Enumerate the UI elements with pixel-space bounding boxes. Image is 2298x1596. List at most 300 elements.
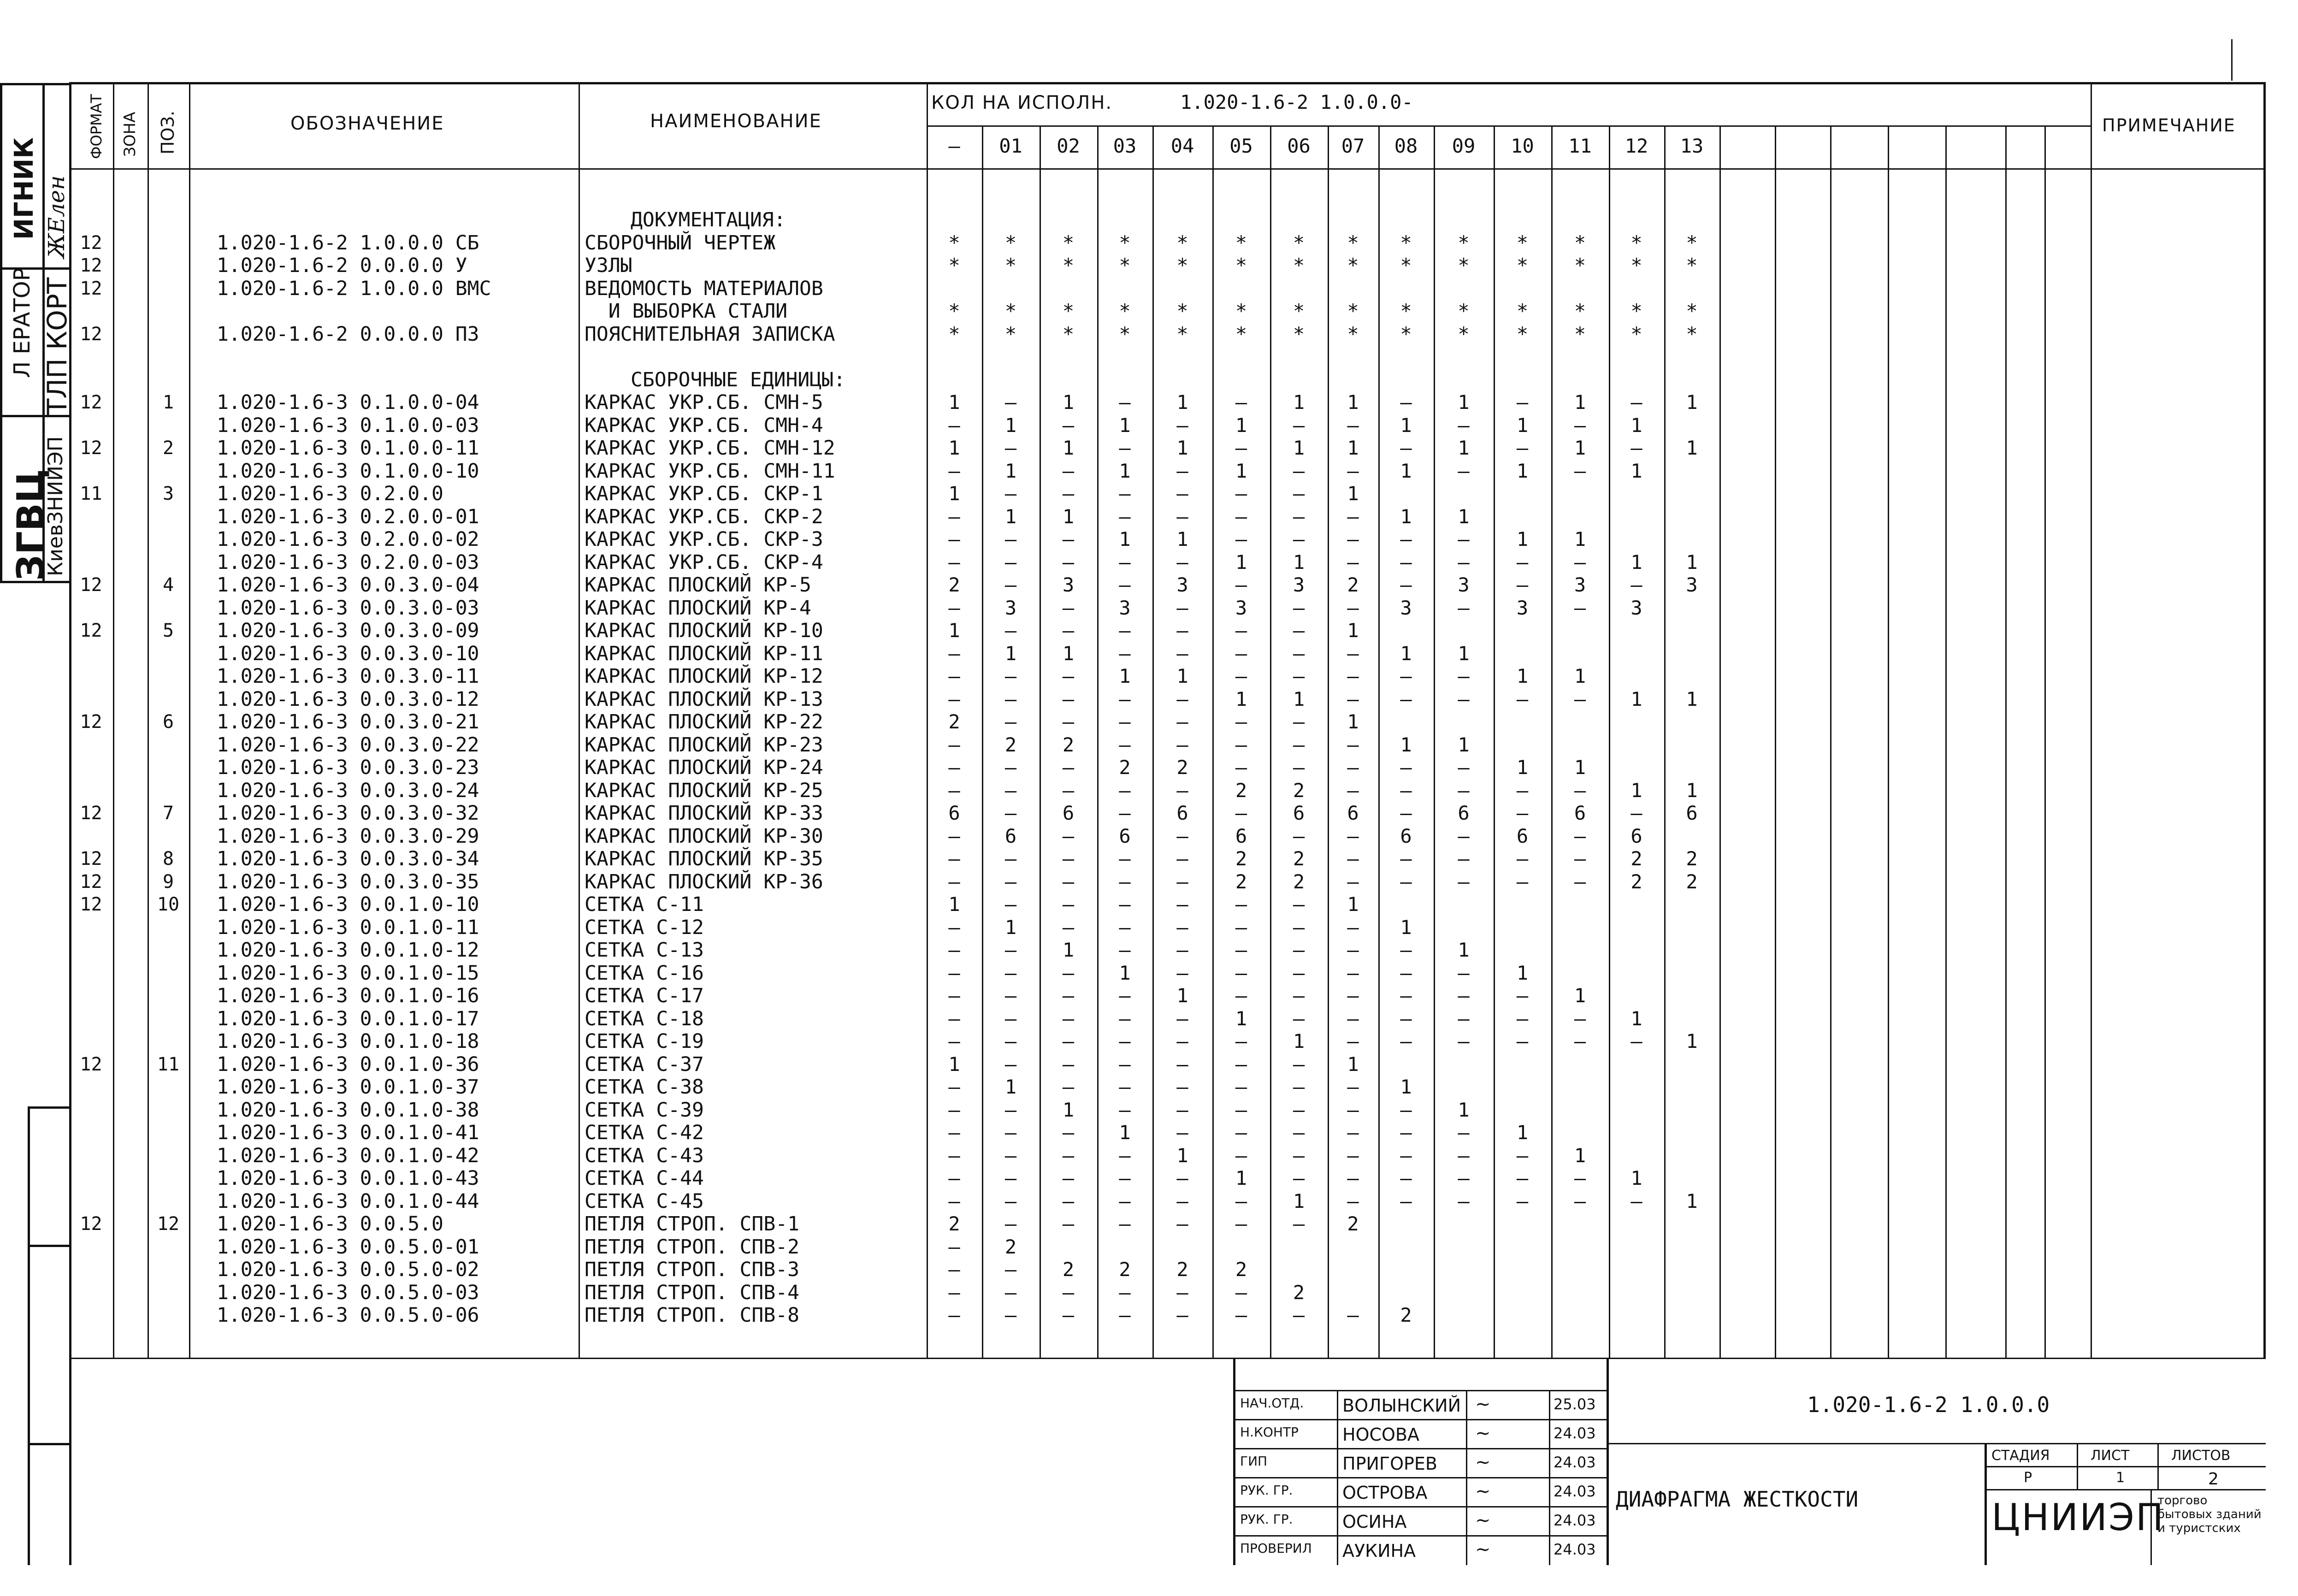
row-qty: 2 [1235, 847, 1247, 870]
row-qty: – [1400, 437, 1412, 459]
row-qty: 6 [948, 802, 960, 824]
tb-line [1985, 1443, 1987, 1565]
row-qty: – [1400, 847, 1412, 870]
row-qty: – [1119, 1052, 1131, 1076]
row-qty: – [948, 1189, 960, 1212]
row-designation: 1.020-1.6-3 0.0.1.0-12 [217, 939, 479, 962]
row-qty: – [1516, 573, 1529, 596]
row-qty: – [1400, 1121, 1412, 1144]
row-qty: – [1347, 961, 1359, 984]
row-qty: 1 [1347, 1052, 1359, 1076]
row-qty: 6 [1574, 802, 1586, 824]
row-qty: – [1176, 1167, 1188, 1189]
qty-col-line [2005, 168, 2007, 1358]
row-qty: – [1293, 1098, 1305, 1121]
binding-mark [28, 1443, 69, 1445]
row-qty: 1 [1400, 642, 1412, 665]
row-qty: – [1062, 550, 1075, 573]
row-qty: – [1458, 596, 1470, 619]
signature-mark: ~ [1475, 1510, 1491, 1531]
row-qty: – [1062, 756, 1075, 779]
row-qty: – [1458, 459, 1470, 482]
stamp-cadastre: ТЛП КОРТ [41, 277, 73, 415]
row-name: КАРКАС УКР.СБ. СМН-5 [585, 391, 823, 414]
row-designation: 1.020-1.6-3 0.0.3.0-04 [217, 573, 479, 597]
row-qty: 1 [1516, 665, 1529, 687]
row-qty: 2 [1235, 1258, 1247, 1281]
row-qty: – [1400, 391, 1412, 414]
row-qty: * [1176, 231, 1188, 254]
row-qty: * [1004, 322, 1017, 345]
header-format: ФОРМАТ [88, 94, 105, 159]
signer-date: 24.03 [1554, 1425, 1596, 1442]
version-header: 04 [1170, 135, 1194, 157]
signer-line [1233, 1390, 1607, 1391]
version-header: 09 [1452, 135, 1476, 157]
row-qty: – [1458, 687, 1470, 710]
row-qty: – [1458, 665, 1470, 687]
row-qty: 3 [1293, 573, 1305, 596]
row-qty: 3 [1062, 573, 1075, 596]
row-qty: – [1062, 687, 1075, 710]
row-qty: – [1458, 1167, 1470, 1189]
row-qty: – [1235, 437, 1247, 459]
row-designation: 1.020-1.6-2 0.0.0.0 У [217, 254, 467, 277]
row-format: 12 [80, 392, 102, 413]
row-qty: – [1400, 984, 1412, 1007]
row-qty: – [1347, 939, 1359, 961]
row-qty: – [948, 1121, 960, 1144]
row-designation: 1.020-1.6-3 0.0.1.0-15 [217, 961, 479, 985]
version-header: 10 [1511, 135, 1534, 157]
row-qty: 2 [1293, 847, 1305, 870]
row-qty: – [1062, 596, 1075, 619]
row-qty: – [1004, 550, 1017, 573]
row-name: КАРКАС УКР.СБ. СКР-4 [585, 550, 823, 574]
row-name: ПЕТЛЯ СТРОП. СПВ-1 [585, 1212, 799, 1235]
row-qty: – [1574, 1167, 1586, 1189]
signer-line [1233, 1448, 1607, 1449]
row-format: 12 [80, 255, 102, 276]
stamp-inventory: ИГНИК [9, 137, 39, 240]
row-qty: 1 [1347, 893, 1359, 916]
row-qty: – [1062, 619, 1075, 642]
tb-stage: Р [2024, 1470, 2032, 1486]
row-qty: – [1119, 437, 1131, 459]
row-qty: – [1235, 1212, 1247, 1235]
signer-role: ПРОВЕРИЛ [1240, 1541, 1312, 1556]
row-qty: – [1004, 870, 1017, 893]
row-qty: – [1347, 779, 1359, 802]
row-qty: – [1293, 1007, 1305, 1030]
header-name: НАИМЕНОВАНИЕ [650, 111, 822, 132]
row-qty: * [1574, 322, 1586, 345]
row-qty: – [1574, 1007, 1586, 1030]
row-qty: 1 [1516, 961, 1529, 984]
row-qty: – [1235, 961, 1247, 984]
stamp-mark: ЗГВЦ [9, 468, 52, 581]
row-qty: * [1062, 300, 1075, 322]
row-designation: 1.020-1.6-3 0.2.0.0-01 [217, 505, 479, 528]
row-qty: – [1458, 984, 1470, 1007]
version-header: – [948, 135, 960, 157]
row-qty: 1 [1235, 550, 1247, 573]
row-qty: – [1235, 756, 1247, 779]
row-qty: 1 [1630, 414, 1642, 437]
signature-mark: ~ [1475, 1423, 1491, 1444]
row-position: 9 [162, 871, 174, 893]
row-qty: – [1293, 1304, 1305, 1326]
row-qty: 1 [1176, 528, 1188, 550]
row-qty: – [948, 756, 960, 779]
row-format: 12 [80, 620, 102, 641]
row-qty: – [1400, 802, 1412, 824]
row-qty: * [1176, 322, 1188, 345]
signer-role: НАЧ.ОТД. [1240, 1395, 1304, 1411]
row-qty: – [1293, 939, 1305, 961]
row-designation: 1.020-1.6-3 0.0.3.0-35 [217, 870, 479, 893]
row-qty: 1 [1119, 414, 1131, 437]
row-qty: 2 [1062, 733, 1075, 756]
row-qty: – [1062, 1304, 1075, 1326]
row-qty: – [948, 642, 960, 665]
row-qty: – [1574, 596, 1586, 619]
row-qty: 6 [1119, 824, 1131, 847]
row-qty: – [1400, 779, 1412, 802]
row-qty: – [1458, 847, 1470, 870]
row-qty: * [1574, 231, 1586, 254]
row-qty: – [1516, 870, 1529, 893]
row-qty: – [1176, 733, 1188, 756]
row-qty: 2 [1119, 756, 1131, 779]
row-qty: – [1293, 665, 1305, 687]
row-qty: – [1062, 1167, 1075, 1189]
row-name: СЕТКА С-38 [585, 1076, 704, 1099]
row-qty: 1 [1119, 528, 1131, 550]
row-qty: – [1293, 824, 1305, 847]
row-qty: – [948, 1076, 960, 1098]
row-qty: – [1516, 1144, 1529, 1167]
row-name: КАРКАС ПЛОСКИЙ КР-35 [585, 847, 823, 870]
row-qty: – [1235, 733, 1247, 756]
row-qty: 1 [1347, 710, 1359, 733]
row-qty: – [1293, 459, 1305, 482]
col-line [2091, 82, 2092, 1359]
row-qty: 1 [1176, 665, 1188, 687]
row-qty: – [1176, 1052, 1188, 1076]
row-qty: 1 [1458, 505, 1470, 528]
row-qty: – [1119, 573, 1131, 596]
row-designation: 1.020-1.6-3 0.0.3.0-23 [217, 756, 479, 779]
row-qty: – [1004, 802, 1017, 824]
row-qty: – [1119, 1098, 1131, 1121]
row-qty: * [1062, 231, 1075, 254]
row-qty: 1 [1686, 779, 1698, 802]
row-qty: – [1062, 1189, 1075, 1212]
row-qty: 1 [1400, 459, 1412, 482]
qty-col-line [2005, 125, 2007, 169]
row-name: КАРКАС ПЛОСКИЙ КР-36 [585, 870, 823, 893]
row-qty: – [1176, 870, 1188, 893]
row-qty: – [1516, 1007, 1529, 1030]
row-qty: * [1062, 322, 1075, 345]
row-designation: 1.020-1.6-3 0.0.1.0-11 [217, 916, 479, 939]
row-name: СБОРОЧНЫЙ ЧЕРТЕЖ [585, 231, 776, 254]
row-format: 12 [80, 1213, 102, 1235]
row-qty: – [1516, 1030, 1529, 1052]
row-qty: – [948, 870, 960, 893]
signer-name: ОСИНА [1342, 1512, 1407, 1532]
row-qty: – [1235, 710, 1247, 733]
row-qty: * [1516, 231, 1529, 254]
row-format: 12 [80, 711, 102, 733]
row-qty: * [1119, 300, 1131, 322]
version-header: 13 [1680, 135, 1704, 157]
table-top-border [69, 82, 2266, 84]
row-qty: 1 [1176, 1144, 1188, 1167]
signature-mark: ~ [1475, 1539, 1491, 1560]
row-qty: – [1119, 916, 1131, 939]
row-qty: – [1119, 1281, 1131, 1304]
signer-role: РУК. ГР. [1240, 1512, 1293, 1527]
row-qty: * [1630, 231, 1642, 254]
row-qty: 6 [1516, 824, 1529, 847]
tb-line [1985, 1466, 2266, 1467]
row-designation: 1.020-1.6-3 0.0.3.0-22 [217, 733, 479, 757]
row-qty: – [1293, 596, 1305, 619]
row-qty: – [948, 1167, 960, 1189]
row-qty: 1 [1293, 687, 1305, 710]
row-qty: 2 [1235, 870, 1247, 893]
row-qty: 1 [1686, 550, 1698, 573]
header-qty-title: КОЛ НА ИСПОЛН. [931, 92, 1113, 113]
row-qty: 1 [1004, 642, 1017, 665]
row-qty: – [1574, 847, 1586, 870]
row-name: КАРКАС ПЛОСКИЙ КР-12 [585, 665, 823, 688]
row-qty: * [1458, 231, 1470, 254]
row-qty: 2 [1004, 1235, 1017, 1258]
row-qty: – [948, 847, 960, 870]
row-qty: 1 [1400, 916, 1412, 939]
row-qty: – [948, 550, 960, 573]
row-qty: – [1119, 802, 1131, 824]
row-qty: – [1293, 710, 1305, 733]
row-qty: – [1458, 1121, 1470, 1144]
row-qty: – [1347, 665, 1359, 687]
row-qty: 1 [1400, 414, 1412, 437]
signer-line [1233, 1477, 1607, 1478]
tb-sheets: 2 [2208, 1470, 2219, 1489]
row-qty: – [1574, 414, 1586, 437]
row-qty: 2 [1176, 1258, 1188, 1281]
row-designation: 1.020-1.6-3 0.1.0.0-03 [217, 414, 479, 437]
row-qty: * [1630, 300, 1642, 322]
header-note: ПРИМЕЧАНИЕ [2102, 115, 2236, 136]
row-qty: 3 [1458, 573, 1470, 596]
row-qty: – [1235, 1304, 1247, 1326]
row-qty: – [1176, 687, 1188, 710]
row-qty: – [1630, 391, 1642, 414]
row-designation: 1.020-1.6-3 0.0.1.0-42 [217, 1144, 479, 1167]
header-bottom-border [69, 168, 2266, 170]
row-qty: – [1062, 1281, 1075, 1304]
row-qty: – [1004, 687, 1017, 710]
row-qty: – [1458, 1189, 1470, 1212]
col-line [579, 82, 580, 1359]
row-qty: – [1176, 619, 1188, 642]
row-designation: 1.020-1.6-3 0.0.3.0-21 [217, 710, 479, 733]
row-qty: – [1630, 802, 1642, 824]
row-qty: – [1516, 1189, 1529, 1212]
row-qty: 6 [1686, 802, 1698, 824]
row-qty: – [1235, 916, 1247, 939]
row-qty: 1 [1119, 459, 1131, 482]
row-qty: 1 [1293, 550, 1305, 573]
row-designation: 1.020-1.6-3 0.0.1.0-16 [217, 984, 479, 1007]
row-qty: 1 [1516, 528, 1529, 550]
tb-sheet: 1 [2116, 1470, 2125, 1486]
row-qty: – [948, 1235, 960, 1258]
row-qty: – [1293, 961, 1305, 984]
row-qty: 3 [1119, 596, 1131, 619]
row-qty: – [948, 961, 960, 984]
row-qty: – [1574, 687, 1586, 710]
row-qty: – [1004, 528, 1017, 550]
row-qty: – [1235, 391, 1247, 414]
row-designation: 1.020-1.6-3 0.1.0.0-10 [217, 459, 479, 483]
row-name: КАРКАС ПЛОСКИЙ КР-4 [585, 596, 811, 620]
table-right-border [2263, 82, 2266, 1359]
row-qty: – [1347, 687, 1359, 710]
row-name: СЕТКА С-17 [585, 984, 704, 1007]
row-qty: – [1176, 1098, 1188, 1121]
row-qty: – [1119, 1212, 1131, 1235]
row-qty: – [1004, 1052, 1017, 1076]
row-qty: – [1347, 733, 1359, 756]
row-name: СЕТКА С-16 [585, 961, 704, 985]
row-qty: – [1004, 1189, 1017, 1212]
row-qty: * [1347, 300, 1359, 322]
row-qty: – [948, 1304, 960, 1326]
row-qty: – [1235, 1144, 1247, 1167]
signer-role: ГИП [1240, 1454, 1268, 1469]
row-qty: – [1235, 619, 1247, 642]
row-qty: 3 [1004, 596, 1017, 619]
row-qty: 1 [1347, 437, 1359, 459]
row-qty: – [1400, 870, 1412, 893]
row-qty: – [1062, 916, 1075, 939]
row-qty: – [1347, 1144, 1359, 1167]
row-qty: – [1062, 847, 1075, 870]
row-designation: 1.020-1.6-3 0.0.5.0-06 [217, 1304, 479, 1327]
row-qty: – [1235, 802, 1247, 824]
row-name: КАРКАС УКР.СБ. СМН-12 [585, 437, 835, 460]
row-qty: – [1062, 459, 1075, 482]
row-qty: – [1176, 824, 1188, 847]
row-qty: * [1293, 322, 1305, 345]
row-qty: – [1176, 893, 1188, 916]
row-qty: – [1516, 984, 1529, 1007]
row-qty: 2 [1630, 870, 1642, 893]
row-qty: – [1516, 779, 1529, 802]
row-qty: – [948, 414, 960, 437]
row-qty: * [1235, 322, 1247, 345]
row-qty: – [1062, 1052, 1075, 1076]
row-qty: – [1347, 1304, 1359, 1326]
row-qty: – [1235, 528, 1247, 550]
signer-date: 24.03 [1554, 1512, 1596, 1529]
row-qty: – [1400, 756, 1412, 779]
row-qty: * [1574, 300, 1586, 322]
row-name: УЗЛЫ [585, 254, 632, 277]
row-name: КАРКАС ПЛОСКИЙ КР-24 [585, 756, 823, 779]
row-name: КАРКАС УКР.СБ. СМН-4 [585, 414, 823, 437]
row-qty: – [1004, 1007, 1017, 1030]
row-qty: – [1400, 550, 1412, 573]
row-qty: – [1458, 961, 1470, 984]
row-designation: 1.020-1.6-3 0.0.1.0-18 [217, 1030, 479, 1053]
row-qty: – [1062, 961, 1075, 984]
tb-line [1607, 1443, 2266, 1444]
row-qty: – [1400, 961, 1412, 984]
row-designation: 1.020-1.6-3 0.0.3.0-24 [217, 779, 479, 802]
row-format: 12 [80, 871, 102, 893]
row-qty: – [1400, 528, 1412, 550]
row-qty: – [1062, 710, 1075, 733]
version-header: 12 [1625, 135, 1648, 157]
row-qty: – [1176, 642, 1188, 665]
row-qty: – [1347, 1098, 1359, 1121]
row-format: 12 [80, 1053, 102, 1075]
signer-date: 24.03 [1554, 1541, 1596, 1558]
row-qty: – [948, 916, 960, 939]
row-qty: 1 [948, 482, 960, 505]
row-qty: 1 [1062, 505, 1075, 528]
row-qty: – [1062, 1212, 1075, 1235]
row-qty: 1 [1293, 391, 1305, 414]
row-designation: 1.020-1.6-3 0.1.0.0-04 [217, 391, 479, 414]
row-qty: – [948, 459, 960, 482]
row-qty: – [1062, 414, 1075, 437]
row-qty: – [1176, 779, 1188, 802]
row-name: КАРКАС ПЛОСКИЙ КР-25 [585, 779, 823, 802]
row-qty: – [1176, 710, 1188, 733]
row-qty: 2 [1004, 733, 1017, 756]
row-qty: – [1574, 824, 1586, 847]
row-name: КАРКАС УКР.СБ. СКР-3 [585, 528, 823, 551]
version-header: 06 [1287, 135, 1311, 157]
row-qty: – [1293, 756, 1305, 779]
row-qty: 6 [1400, 824, 1412, 847]
row-qty: – [1235, 1076, 1247, 1098]
qty-col-line [1888, 125, 1889, 169]
row-qty: – [1062, 1144, 1075, 1167]
row-qty: – [1400, 1167, 1412, 1189]
row-qty: 1 [1574, 437, 1586, 459]
row-name: СЕТКА С-42 [585, 1121, 704, 1144]
row-qty: 2 [1630, 847, 1642, 870]
row-qty: – [1347, 870, 1359, 893]
row-qty: – [1062, 824, 1075, 847]
row-qty: – [1574, 550, 1586, 573]
row-qty: 1 [1004, 1076, 1017, 1098]
row-qty: * [1119, 254, 1131, 277]
row-qty: – [1004, 1258, 1017, 1281]
row-qty: – [1235, 573, 1247, 596]
version-header: 07 [1341, 135, 1365, 157]
row-qty: – [1004, 961, 1017, 984]
row-qty: – [1004, 1167, 1017, 1189]
